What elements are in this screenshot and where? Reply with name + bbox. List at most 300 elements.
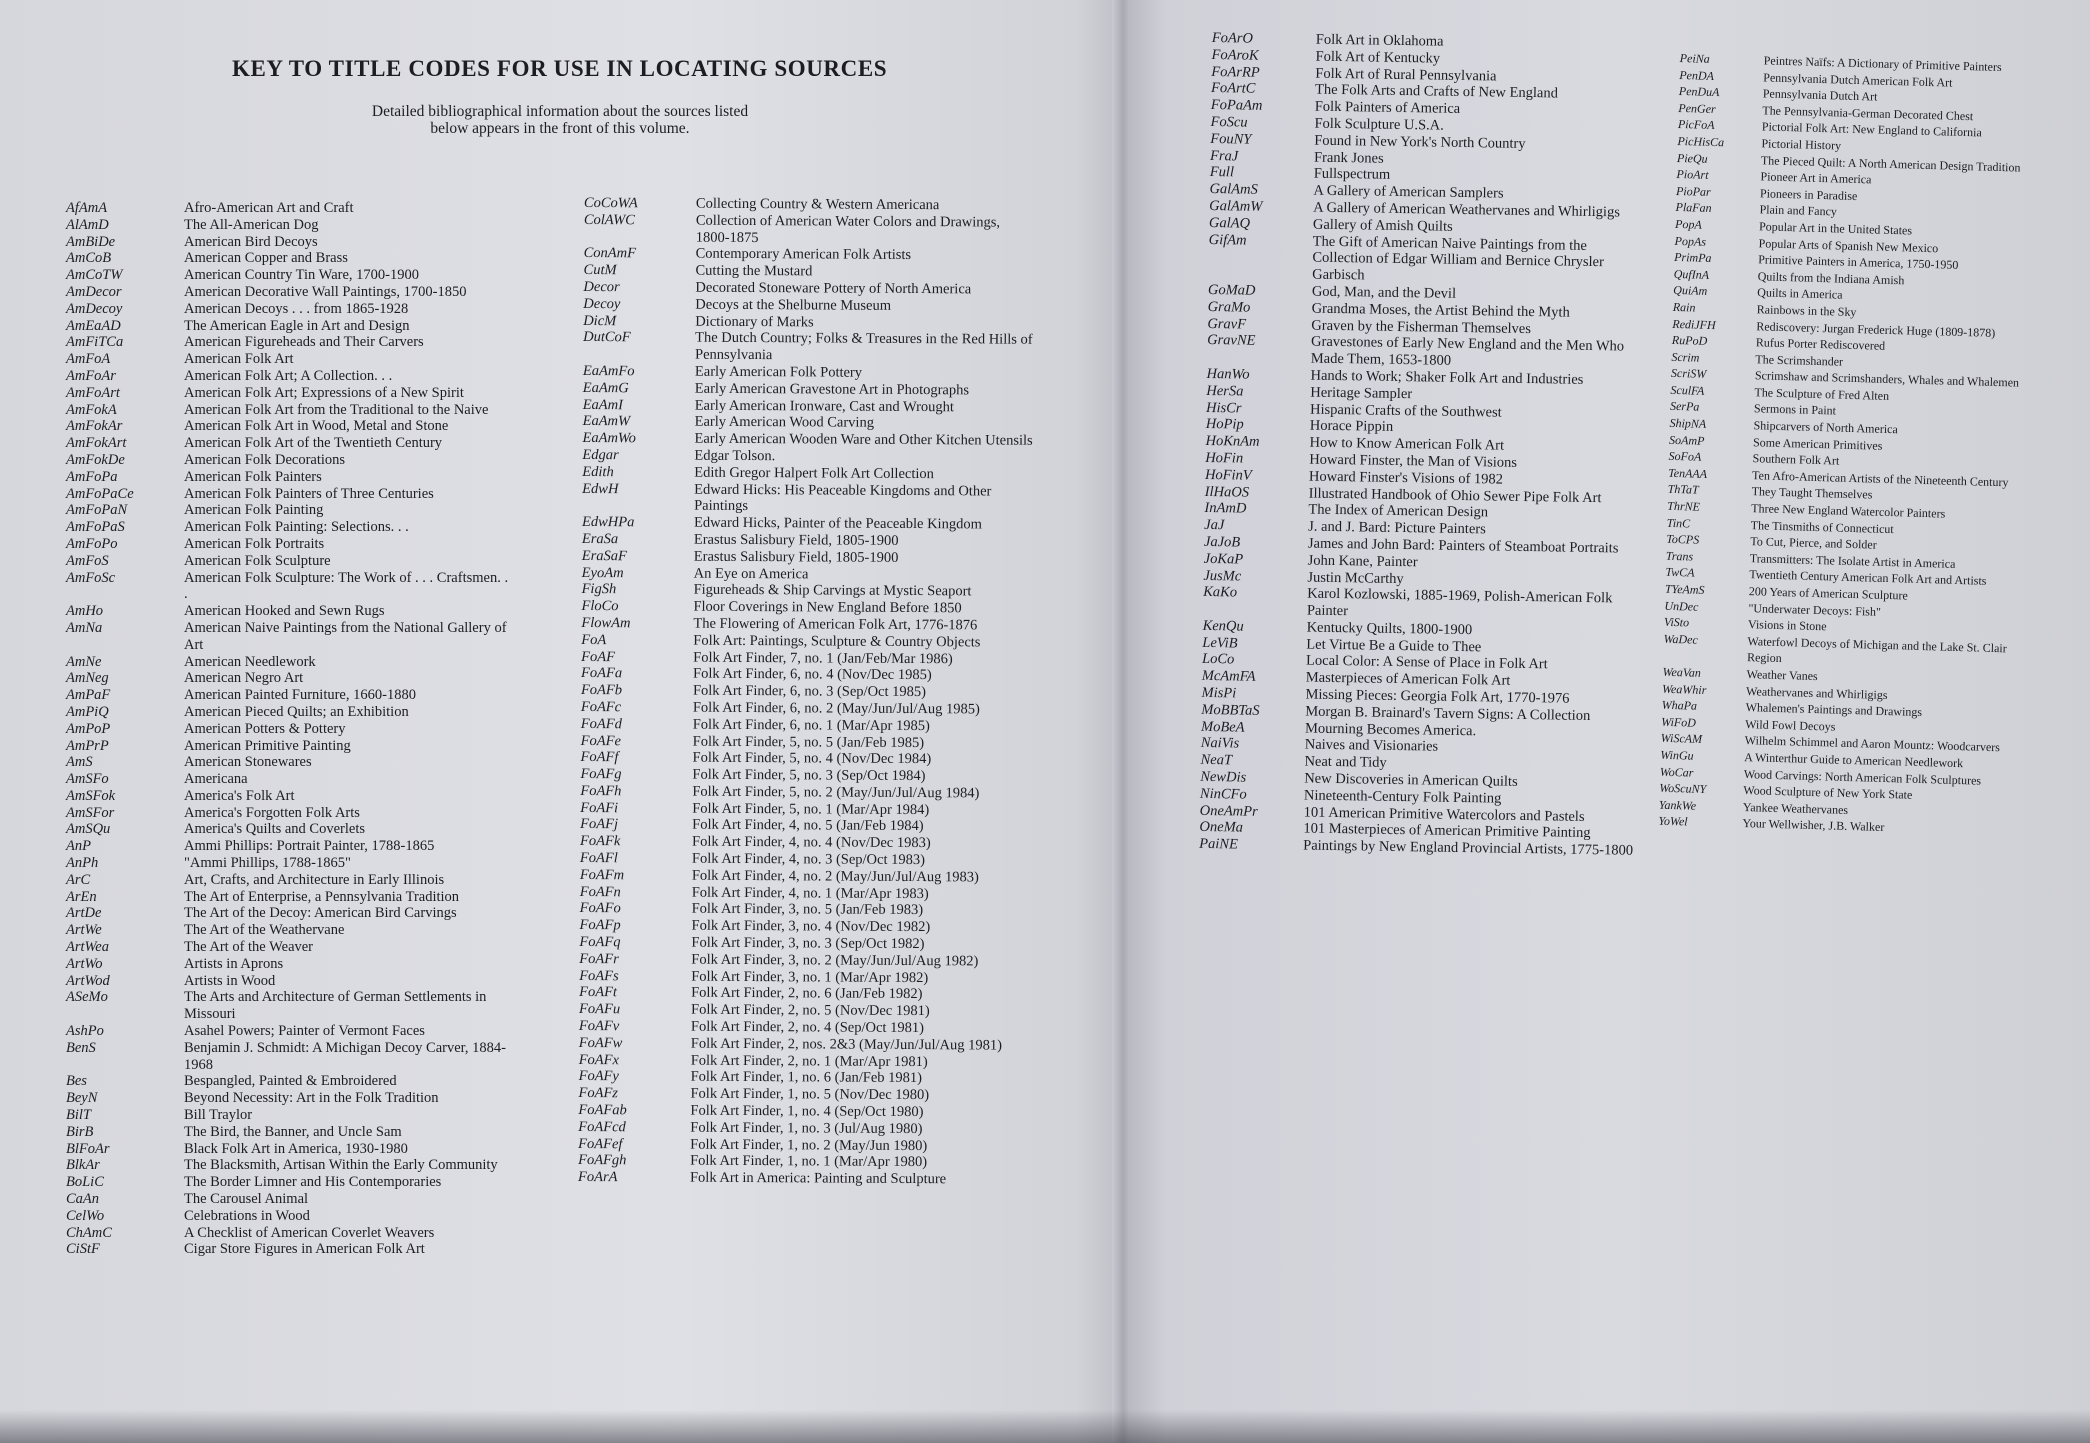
source-title: Folk Art Finder, 1, no. 5 (Nov/Dec 1980) xyxy=(690,1085,930,1104)
source-title: American Folk Painting xyxy=(184,502,324,519)
source-title: Wood Carvings: North American Folk Sculptures xyxy=(1743,766,1982,788)
title-code: AmFoSc xyxy=(66,569,116,586)
title-code: HerSa xyxy=(1206,382,1244,400)
title-code: AmPoP xyxy=(66,720,111,737)
source-title: American Folk Painters xyxy=(184,468,322,485)
title-code: WiFoD xyxy=(1661,714,1697,730)
code-entry xyxy=(66,922,536,939)
code-entry xyxy=(66,200,536,217)
code-entry xyxy=(578,1169,1048,1189)
source-title: Graven by the Fisherman Themselves xyxy=(1311,317,1532,337)
source-title: Plain and Fancy xyxy=(1759,202,1838,219)
source-title: Horace Pippin xyxy=(1309,417,1394,436)
code-entry xyxy=(66,486,536,503)
source-title: Wood Sculpture of New York State xyxy=(1743,783,1913,802)
subtitle-line-1: Detailed bibliographical information about the sources listed xyxy=(371,103,749,120)
source-title: 101 American Primitive Watercolors and Pastels xyxy=(1303,804,1585,825)
title-code: FigSh xyxy=(581,581,617,598)
source-title: Beyond Necessity: Art in the Folk Tradition xyxy=(184,1090,439,1107)
source-title: American Stonewares xyxy=(184,754,312,771)
title-code: ArtWod xyxy=(66,972,110,989)
title-code: FoAFf xyxy=(580,749,619,766)
source-title: Fullspectrum xyxy=(1313,165,1391,184)
source-title: Illustrated Handbook of Ohio Sewer Pipe Folk Art xyxy=(1308,485,1602,506)
title-code: UnDec xyxy=(1664,598,1699,614)
title-code: FoAFe xyxy=(580,732,621,749)
title-code: AmNa xyxy=(66,619,103,636)
source-title: Missing Pieces: Georgia Folk Art, 1770-1976 xyxy=(1305,686,1570,707)
code-entry xyxy=(66,1241,536,1258)
source-title: Floor Coverings in New England Before 1850 xyxy=(693,598,962,617)
source-title: America's Folk Art xyxy=(184,787,295,804)
title-code: DutCoF xyxy=(583,329,631,346)
title-code: FloCo xyxy=(581,598,619,615)
title-code: BoLiC xyxy=(66,1174,104,1191)
code-entry xyxy=(66,1090,536,1107)
code-entry xyxy=(66,989,536,1023)
title-code: FoAFw xyxy=(578,1034,623,1052)
title-code: Trans xyxy=(1665,548,1694,564)
title-code: AmFoS xyxy=(66,552,109,569)
source-title: Karol Kozlowski, 1885-1969, Polish-American Folk Painter xyxy=(1306,585,1613,620)
title-code: ThTaT xyxy=(1667,482,1699,498)
source-title: Dictionary of Marks xyxy=(695,313,814,330)
source-title: Folk Art Finder, 5, no. 5 (Jan/Feb 1985) xyxy=(692,733,925,751)
title-code: EdwH xyxy=(582,480,619,497)
source-title: American Primitive Painting xyxy=(184,737,351,754)
title-code: TYeAmS xyxy=(1664,581,1705,597)
title-code: MoBBTaS xyxy=(1201,701,1260,719)
source-title: Pictorial History xyxy=(1761,136,1842,153)
source-title: American Folk Sculpture: The Work of . . . Craftsmen. . . xyxy=(184,569,509,603)
source-title: Folk Art Finder, 5, no. 1 (Mar/Apr 1984) xyxy=(692,800,930,818)
title-code: AmCoB xyxy=(66,250,112,267)
title-code: CoCoWA xyxy=(583,195,638,212)
title-code: BlFoAr xyxy=(66,1140,110,1157)
source-title: Rufus Porter Rediscovered xyxy=(1755,335,1886,353)
title-code: ArtWe xyxy=(66,922,102,939)
source-title: A Winterthur Guide to American Needlework xyxy=(1744,750,1964,771)
source-title: Folk Art Finder, 4, no. 5 (Jan/Feb 1984) xyxy=(692,817,924,835)
source-title: Decorated Stoneware Pottery of North America xyxy=(695,279,972,298)
title-code: CiStF xyxy=(66,1241,100,1258)
title-code: FoAFb xyxy=(580,682,623,699)
source-title: Heritage Sampler xyxy=(1310,384,1413,402)
source-title: Artists in Wood xyxy=(184,972,276,989)
source-title: Folk Art Finder, 3, no. 4 (Nov/Dec 1982) xyxy=(691,917,931,936)
source-title: A Gallery of American Weathervanes and Whirligigs xyxy=(1313,199,1621,221)
source-title: Three New England Watercolor Painters xyxy=(1751,501,1946,521)
title-code: PrimPa xyxy=(1674,250,1712,266)
title-code: ToCPS xyxy=(1666,532,1700,547)
source-title: Folk Art Finder, 2, no. 1 (Mar/Apr 1981) xyxy=(690,1052,928,1070)
source-title: American Figureheads and Their Carvers xyxy=(184,334,424,351)
title-code: HoKnAm xyxy=(1205,433,1260,450)
title-code: BenS xyxy=(66,1039,96,1056)
source-title: Hands to Work; Shaker Folk Art and Industries xyxy=(1310,367,1584,388)
code-entry xyxy=(66,1157,536,1174)
code-column-1 xyxy=(66,200,536,1258)
title-code: CaAn xyxy=(66,1191,100,1208)
code-entry xyxy=(66,284,536,301)
title-code: PopAs xyxy=(1674,233,1707,249)
source-title: Pennsylvania Dutch Art xyxy=(1762,86,1878,104)
source-title: American Decorative Wall Paintings, 1700-1850 xyxy=(184,283,467,300)
title-code: FoAFef xyxy=(578,1135,623,1152)
title-code: AmDecor xyxy=(66,283,122,300)
title-code: FoAFv xyxy=(578,1018,620,1035)
source-title: American Decoys . . . from 1865-1928 xyxy=(184,300,409,317)
source-title: American Hooked and Sewn Rugs xyxy=(184,603,385,620)
source-title: Shipcarvers of North America xyxy=(1753,418,1898,437)
source-title: Early American Wooden Ware and Other Kitchen Utensils xyxy=(694,430,1033,449)
title-code: FoAFt xyxy=(579,984,618,1001)
title-code: IlHaOS xyxy=(1204,483,1250,501)
title-code: PlaFan xyxy=(1675,200,1712,216)
code-entry xyxy=(66,570,536,604)
source-title: Decoys at the Shelburne Museum xyxy=(695,296,892,314)
code-entry xyxy=(66,738,536,755)
source-title: J. and J. Bard: Picture Painters xyxy=(1308,518,1486,538)
source-title: American Country Tin Ware, 1700-1900 xyxy=(184,267,419,284)
title-code: ArEn xyxy=(66,888,97,905)
source-title: American Copper and Brass xyxy=(184,250,348,267)
source-title: The Pennsylvania-German Decorated Chest xyxy=(1762,103,1974,123)
source-title: America's Quilts and Coverlets xyxy=(184,821,366,838)
title-code: FoScu xyxy=(1210,113,1248,131)
source-title: Howard Finster, the Man of Visions xyxy=(1309,451,1518,471)
source-title: Early American Folk Pottery xyxy=(694,363,863,381)
source-title: Folk Art Finder, 6, no. 2 (May/Jun/Jul/Aug 1985) xyxy=(692,699,980,718)
source-title: Gravestones of Early New England and the Men Who Made Them, 1653-1800 xyxy=(1310,333,1625,369)
source-title: Folk Art Finder, 3, no. 2 (May/Jun/Jul/Aug 1982) xyxy=(691,951,979,970)
source-title: Quilts in America xyxy=(1757,285,1843,302)
source-title: Bill Traylor xyxy=(184,1107,253,1124)
title-code: AmEaAD xyxy=(66,317,121,334)
title-code: AmFokAr xyxy=(66,418,123,435)
source-title: Found in New York's North Country xyxy=(1314,132,1526,152)
title-code: GraMo xyxy=(1207,298,1251,316)
source-title: Popular Arts of Spanish New Mexico xyxy=(1758,235,1939,255)
title-code: WinGu xyxy=(1660,747,1694,763)
title-code: PaiNE xyxy=(1199,836,1239,853)
title-code: ScriSW xyxy=(1670,366,1707,382)
code-column-4 xyxy=(1658,50,2060,840)
title-code: AmS xyxy=(66,754,93,771)
source-title: 200 Years of American Sculpture xyxy=(1748,584,1909,603)
source-title: American Folk Art in Wood, Metal and Stone xyxy=(184,418,449,435)
title-code: AmPrP xyxy=(66,737,109,754)
title-code: HoPip xyxy=(1205,416,1244,433)
title-code: AmFoPaCe xyxy=(66,485,134,502)
title-code: FoAFx xyxy=(578,1051,620,1068)
title-code: FoArA xyxy=(577,1169,618,1186)
title-code: AmSFok xyxy=(66,787,116,804)
code-entry xyxy=(66,704,536,721)
code-entry xyxy=(582,481,1052,517)
code-entry xyxy=(66,1073,536,1090)
code-entry xyxy=(66,670,536,687)
source-title: Folk Art Finder, 2, nos. 2&3 (May/Jun/Jul/Aug 1981) xyxy=(690,1035,1003,1054)
code-entry xyxy=(1208,232,1689,290)
title-code: FoAFy xyxy=(578,1068,619,1085)
source-title: Some American Primitives xyxy=(1752,434,1883,453)
source-title: Folk Art Finder, 1, no. 1 (Mar/Apr 1980) xyxy=(690,1153,928,1171)
title-code: FoA xyxy=(581,631,607,648)
code-entry xyxy=(66,519,536,536)
title-code: NinCFo xyxy=(1199,785,1247,803)
title-code: MoBeA xyxy=(1200,718,1245,736)
code-entry xyxy=(66,502,536,519)
source-title: Howard Finster's Visions of 1982 xyxy=(1308,468,1504,488)
code-entry xyxy=(66,385,536,402)
title-code: YankWe xyxy=(1658,797,1697,813)
title-code: YoWel xyxy=(1658,814,1688,829)
source-title: American Negro Art xyxy=(184,670,304,687)
code-entry xyxy=(66,821,536,838)
code-column-2 xyxy=(578,195,1054,1189)
source-title: Local Color: A Sense of Place in Folk Art xyxy=(1305,653,1548,673)
source-title: American Naive Paintings from the National Gallery of Art xyxy=(184,619,507,653)
source-title: Visions in Stone xyxy=(1747,617,1827,634)
title-code: JusMc xyxy=(1203,567,1242,585)
source-title: How to Know American Folk Art xyxy=(1309,434,1505,454)
title-code: PenGer xyxy=(1678,100,1716,116)
source-title: Rainbows in the Sky xyxy=(1756,302,1857,319)
source-title: 101 Masterpieces of American Primitive Painting xyxy=(1303,820,1591,842)
source-title: Folk Art Finder, 4, no. 1 (Mar/Apr 1983) xyxy=(691,884,929,902)
title-code: AfAmA xyxy=(66,200,108,216)
title-code: FoAFa xyxy=(581,665,623,682)
source-title: Edith Gregor Halpert Folk Art Collection xyxy=(694,464,934,482)
source-title: Masterpieces of American Folk Art xyxy=(1305,669,1511,690)
title-code: BlkAr xyxy=(66,1157,100,1174)
source-title: Celebrations in Wood xyxy=(184,1207,310,1224)
code-entry xyxy=(66,250,536,267)
title-code: AmBiDe xyxy=(66,233,116,250)
source-title: Benjamin J. Schmidt: A Michigan Decoy Carver, 1884-1968 xyxy=(184,1039,506,1073)
title-code: AmSFo xyxy=(66,771,109,788)
source-title: American Folk Art; A Collection. . . xyxy=(184,367,393,384)
title-code: Full xyxy=(1209,164,1235,181)
source-title: Folk Art Finder, 1, no. 3 (Jul/Aug 1980) xyxy=(690,1119,923,1137)
source-title: Early American Ironware, Cast and Wrought xyxy=(694,397,955,415)
title-code: AmFoPaS xyxy=(66,519,125,536)
source-title: A Checklist of American Coverlet Weavers xyxy=(184,1224,435,1241)
source-title: Folk Art Finder, 3, no. 5 (Jan/Feb 1983) xyxy=(691,901,924,919)
code-entry xyxy=(66,956,536,973)
source-title: Yankee Weathervanes xyxy=(1742,799,1849,817)
source-title: Cutting the Mustard xyxy=(695,262,813,280)
source-title: American Folk Sculpture xyxy=(184,552,331,569)
source-title: American Painted Furniture, 1660-1880 xyxy=(184,687,416,704)
bottom-shadow xyxy=(0,1410,2090,1443)
title-code: FraJ xyxy=(1209,147,1239,165)
title-code: EraSaF xyxy=(581,547,627,565)
title-code: AmPiQ xyxy=(66,703,109,720)
title-code: WeaWhir xyxy=(1661,681,1707,697)
source-title: A Gallery of American Samplers xyxy=(1313,182,1504,202)
source-title: The Pieced Quilt: A North American Design Tradition xyxy=(1760,152,2021,175)
source-title: Folk Art Finder, 3, no. 1 (Mar/Apr 1982) xyxy=(691,968,929,986)
source-title: Folk Painters of America xyxy=(1314,98,1461,118)
title-code: OneAmPr xyxy=(1199,802,1258,820)
source-title: The American Eagle in Art and Design xyxy=(184,317,410,334)
source-title: Ten Afro-American Artists of the Nineteenth Century xyxy=(1751,468,2009,490)
title-code: AmFokArt xyxy=(66,435,127,452)
title-code: Rain xyxy=(1672,299,1696,315)
title-code: GravNE xyxy=(1206,332,1256,350)
subtitle-line-2: below appears in the front of this volume. xyxy=(430,120,690,137)
title-code: TwCA xyxy=(1665,565,1695,581)
title-code: WoScuNY xyxy=(1659,780,1707,797)
source-title: Rediscovery: Jurgan Frederick Huge (1809-1878) xyxy=(1756,318,1996,340)
code-entry xyxy=(66,267,536,284)
code-entry xyxy=(66,217,536,234)
title-code: ArtWea xyxy=(66,939,109,956)
source-title: Primitive Painters in America, 1750-1950 xyxy=(1757,252,1959,272)
source-title: The Blacksmith, Artisan Within the Early Community xyxy=(184,1157,498,1174)
title-code: EaAmFo xyxy=(582,362,635,380)
code-entry xyxy=(66,838,536,855)
title-code: EdwHPa xyxy=(581,514,635,531)
right-page xyxy=(1128,0,2090,1443)
source-title: Wilhelm Schimmel and Aaron Mountz: Woodcarvers xyxy=(1744,733,2001,755)
title-code: FoAFgh xyxy=(578,1152,627,1169)
title-code: AmFoA xyxy=(66,351,111,368)
title-code: McAmFA xyxy=(1201,668,1256,686)
title-code: PenDA xyxy=(1679,67,1715,83)
title-code: AmPaF xyxy=(66,687,111,704)
source-title: Contemporary American Folk Artists xyxy=(695,246,912,264)
source-title: American Folk Decorations xyxy=(184,451,346,468)
code-entry xyxy=(66,905,536,922)
title-code: GravF xyxy=(1207,315,1247,333)
source-title: Folk Art of Kentucky xyxy=(1315,48,1441,67)
source-title: The Scrimshander xyxy=(1755,351,1844,369)
title-code: PioArt xyxy=(1676,167,1709,182)
source-title: Your Wellwisher, J.B. Walker xyxy=(1742,816,1885,835)
title-code: FoArRP xyxy=(1211,63,1260,81)
title-code: AmSFor xyxy=(66,804,115,821)
title-code: FoArtC xyxy=(1210,80,1256,98)
title-code: AlAmD xyxy=(66,216,109,233)
source-title: James and John Bard: Painters of Steamboat Portraits xyxy=(1307,535,1619,557)
title-code: ChAmC xyxy=(66,1224,112,1241)
source-title: The Art of the Decoy: American Bird Carvings xyxy=(184,905,457,922)
code-entry xyxy=(66,536,536,553)
title-code: GalAmW xyxy=(1209,197,1263,215)
source-title: "Ammi Phillips, 1788-1865" xyxy=(184,855,351,872)
source-title: Neat and Tidy xyxy=(1304,753,1387,772)
code-entry xyxy=(66,318,536,335)
title-code: PenDuA xyxy=(1678,84,1720,100)
code-entry xyxy=(66,1124,536,1141)
source-title: The Index of American Design xyxy=(1308,501,1489,521)
source-title: American Folk Art xyxy=(184,351,294,368)
title-code: RediJFH xyxy=(1672,316,1716,332)
source-title: American Needlework xyxy=(184,653,316,670)
title-code: Edgar xyxy=(582,446,619,464)
title-code: AshPo xyxy=(66,1023,104,1040)
source-title: Collection of American Water Colors and Drawings, 1800-1875 xyxy=(695,212,1001,246)
code-entry xyxy=(66,469,536,486)
title-code: BilT xyxy=(66,1107,91,1124)
source-title: American Folk Painters of Three Centuries xyxy=(184,485,434,502)
source-title: Artists in Aprons xyxy=(184,955,284,972)
title-code: EaAmG xyxy=(582,379,629,397)
source-title: Folk Art Finder, 4, no. 2 (May/Jun/Jul/Aug 1983) xyxy=(691,867,979,886)
source-title: Folk Art Finder, 7, no. 1 (Jan/Feb/Mar 1986) xyxy=(693,649,953,667)
code-entry xyxy=(66,402,536,419)
source-title: Afro-American Art and Craft xyxy=(184,200,354,216)
source-title: Weathervanes and Whirligigs xyxy=(1745,683,1888,702)
source-title: The Folk Arts and Crafts of New England xyxy=(1314,82,1559,102)
source-title: The Art of the Weaver xyxy=(184,939,314,956)
title-code: ViSto xyxy=(1663,614,1690,630)
source-title: Peintres Naïfs: A Dictionary of Primitive Painters xyxy=(1763,53,2002,74)
source-title: Popular Art in the United States xyxy=(1758,219,1913,238)
title-code: AmFiTCa xyxy=(66,334,124,351)
title-code: HanWo xyxy=(1206,365,1250,383)
code-entry xyxy=(66,435,536,452)
source-title: Edward Hicks: His Peaceable Kingdoms and Other Paintings xyxy=(694,481,992,515)
title-code: FoAFi xyxy=(580,799,619,816)
source-title: Folk Art Finder, 1, no. 2 (May/Jun 1980) xyxy=(690,1136,928,1154)
source-title: Art, Crafts, and Architecture in Early Illinois xyxy=(184,871,445,888)
code-entry xyxy=(66,855,536,872)
title-code: WaDec xyxy=(1663,631,1698,647)
title-code: AmNe xyxy=(66,653,102,670)
code-entry xyxy=(66,1208,536,1225)
title-code: ArC xyxy=(66,871,91,888)
title-code: FoAFs xyxy=(579,967,619,984)
source-title: Waterfowl Decoys of Michigan and the Lake St. Clair Region xyxy=(1746,633,2007,666)
page-title: KEY TO TITLE CODES FOR USE IN LOCATING SOURCES xyxy=(232,56,888,81)
source-title: Folk Art Finder, 1, no. 6 (Jan/Feb 1981) xyxy=(690,1069,923,1087)
title-code: HoFinV xyxy=(1204,466,1252,484)
source-title: Folk Art Finder, 4, no. 3 (Sep/Oct 1983) xyxy=(691,850,926,869)
code-entry xyxy=(66,553,536,570)
title-code: GoMaD xyxy=(1207,281,1256,299)
title-code: LeViB xyxy=(1202,634,1238,652)
title-code: ShipNA xyxy=(1669,415,1707,431)
source-title: Whalemen's Paintings and Drawings xyxy=(1745,700,1923,720)
title-code: SculFA xyxy=(1670,382,1705,398)
source-title: Pictorial Folk Art: New England to California xyxy=(1761,119,1982,140)
source-title: The Carousel Animal xyxy=(184,1191,309,1208)
title-code: FoAF xyxy=(581,648,616,665)
title-code: FoAFl xyxy=(579,850,618,867)
title-code: GalAmS xyxy=(1209,181,1258,198)
code-entry xyxy=(66,721,536,738)
title-code: FoAFo xyxy=(579,900,621,917)
code-entry xyxy=(66,754,536,771)
title-code: EaAmWo xyxy=(582,430,636,447)
source-title: Gallery of Amish Quilts xyxy=(1312,216,1453,235)
code-entry xyxy=(66,620,536,654)
title-code: BirB xyxy=(66,1123,94,1140)
code-entry xyxy=(66,1023,536,1040)
title-code: KenQu xyxy=(1202,617,1244,635)
title-code: FoAFk xyxy=(580,833,621,850)
title-code: HoFin xyxy=(1205,449,1244,467)
title-code: AmFoPa xyxy=(66,468,118,485)
source-title: Folk Sculpture U.S.A. xyxy=(1314,115,1444,134)
code-entry xyxy=(66,805,536,822)
source-title: Kentucky Quilts, 1800-1900 xyxy=(1306,619,1473,639)
source-title: Weather Vanes xyxy=(1746,667,1818,684)
